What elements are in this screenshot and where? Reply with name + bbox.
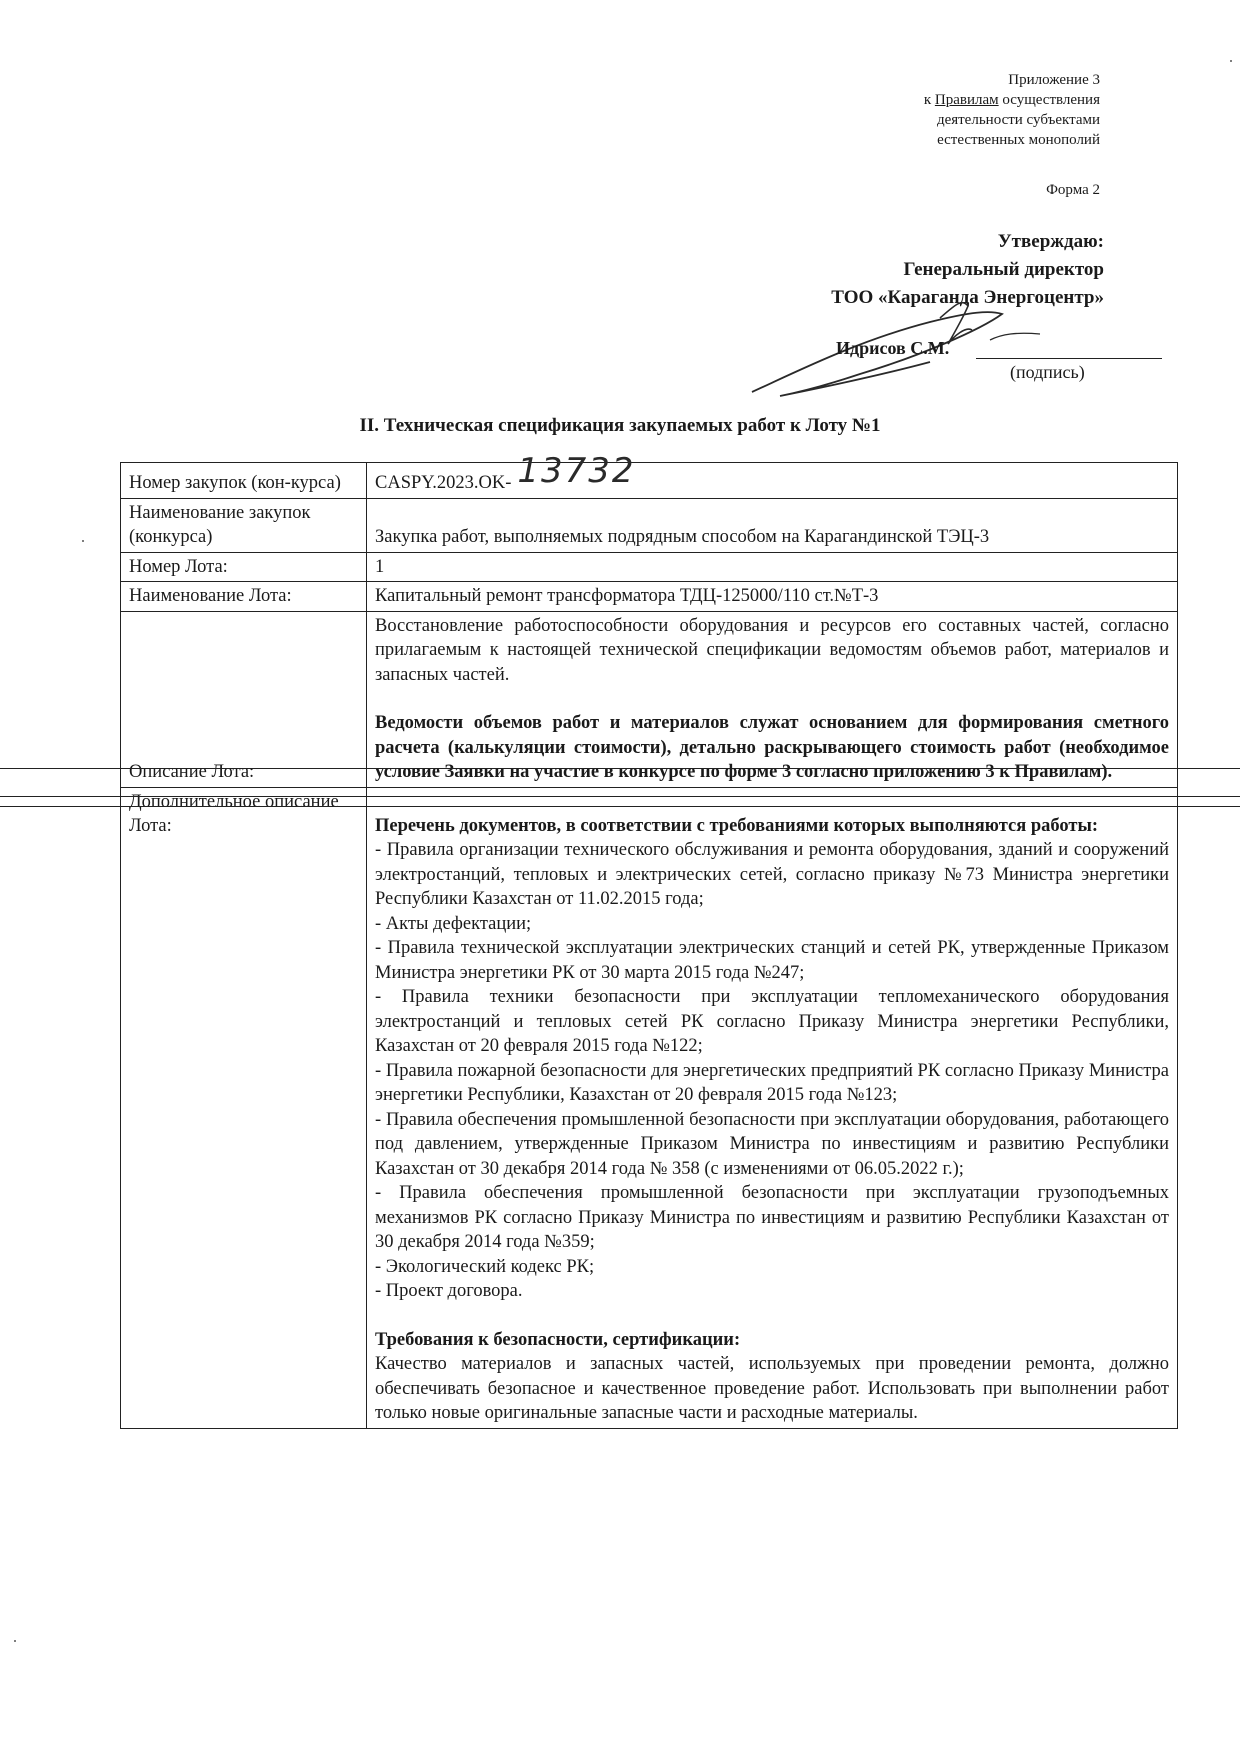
approval-position: Генеральный директор: [903, 259, 1104, 280]
document-item: - Правила обеспечения промышленной безопасности при эксплуатации грузоподъемных механизмов РК согласно Приказу Министра по инвестициям и развитию Республики Казахстан от 30 декабря 2014 года №359;: [375, 1183, 1169, 1252]
signature-caption: (подпись): [1010, 362, 1085, 382]
safety-text: Качество материалов и запасных частей, используемых при проведении ремонта, должно обеспечивать безопасное и качественное проведение работ. Использовать при выполнении работ только новые оригинальные запасные части и расходные материалы.: [375, 1354, 1169, 1423]
form-label: Форма 2: [1046, 182, 1100, 198]
appendix-line-2-prefix: к: [923, 92, 935, 108]
approval-company: ТОО «Караганда Энергоцентр»: [831, 287, 1104, 308]
scan-artifact-dot: [1230, 60, 1232, 62]
table-row: [121, 552, 1178, 582]
scan-artifact-dot: [14, 1640, 16, 1642]
lot-name-value: Капитальный ремонт трансформатора ТДЦ-125000/110 ст.№Т-3: [367, 582, 1178, 612]
rules-link[interactable]: Правилам: [934, 92, 999, 108]
additional-description-value: [367, 787, 1178, 1428]
scan-artifact-line: [0, 768, 1240, 769]
additional-description-label: Дополнительное описание Лота:: [121, 787, 367, 1428]
signature-line: [976, 358, 1162, 359]
scan-artifact-line: [0, 796, 1240, 797]
procurement-name-value: Закупка работ, выполняемых подрядным способом на Карагандинской ТЭЦ-3: [367, 498, 1178, 552]
scan-artifact-line: [0, 806, 1240, 807]
document-item: - Экологический кодекс РК;: [375, 1256, 595, 1277]
procurement-number-value: [367, 451, 1178, 499]
lot-name-label: Наименование Лота:: [121, 582, 367, 612]
table-row: [121, 582, 1178, 612]
table-row: [121, 611, 1178, 787]
approval-heading: Утверждаю:: [997, 231, 1104, 252]
procurement-number-prefix: CASPY.2023.OK-: [375, 473, 512, 493]
document-title: II. Техническая спецификация закупаемых работ к Лоту №1: [359, 415, 881, 436]
specification-table: [120, 451, 1178, 1429]
document-item: - Правила техники безопасности при эксплуатации тепломеханического оборудования электростанций и тепловых сетей РК согласно Приказу Министра энергетики Республики, Казахстан от 20 февраля 2015 года №122;: [375, 987, 1169, 1056]
documents-heading: Перечень документов, в соответствии с требованиями которых выполняются работы:: [375, 815, 1099, 836]
table-row: [121, 463, 1178, 499]
document-item: - Акты дефектации;: [375, 913, 532, 934]
document-item: - Правила организации технического обслуживания и ремонта оборудования, зданий и сооружений электростанций, тепловых и электрических сетей, согласно приказу №73 Министра энергетики Республики Казахстан от 11.02.2015 года;: [375, 840, 1169, 909]
description-paragraph-1: Восстановление работоспособности оборудования и ресурсов его составных частей, согласно прилагаемым к настоящей технической спецификации ведомостям объемов работ, материалов и запасных частей.: [375, 615, 1169, 685]
document-item: - Правила технической эксплуатации электрических станций и сетей РК, утвержденные Приказом Министра энергетики РК от 30 марта 2015 года №247;: [375, 938, 1169, 983]
handwritten-number: 13732: [517, 451, 636, 491]
lot-number-label: Номер Лота:: [121, 552, 367, 582]
appendix-line-4: естественных монополий: [937, 132, 1100, 148]
safety-heading: Требования к безопасности, сертификации:: [375, 1329, 741, 1350]
lot-number-value: 1: [367, 552, 1178, 582]
appendix-line-1: Приложение 3: [1008, 72, 1100, 88]
scan-artifact-dot: [82, 540, 84, 542]
appendix-line-2: [924, 90, 1100, 110]
lot-description-value: [367, 611, 1178, 787]
table-row: [121, 498, 1178, 552]
lot-description-label: Описание Лота:: [121, 611, 367, 787]
document-item: - Проект договора.: [375, 1281, 523, 1301]
appendix-line-2-suffix: осуществления: [998, 92, 1100, 108]
procurement-number-label: Номер закупок (кон-курса): [121, 463, 367, 499]
appendix-header: [924, 70, 1100, 150]
description-paragraph-2: Ведомости объемов работ и материалов служат основанием для формирования сметного расчета (калькуляции стоимости), детально раскрывающего стоимость работ (необходимое условие Заявки на участие в конкурсе по форме 3 согласно приложению 3 к Правилам).: [375, 713, 1169, 782]
document-item: - Правила пожарной безопасности для энергетических предприятий РК согласно Приказу Министра энергетики Республики, Казахстан от 20 февраля 2015 года №123;: [375, 1060, 1169, 1105]
appendix-line-3: деятельности субъектами: [936, 112, 1100, 128]
signer-name: Идрисов С.М.: [836, 338, 950, 358]
document-item: - Правила обеспечения промышленной безопасности при эксплуатации оборудования, работающего под давлением, утвержденные Приказом Министра по инвестициям и развитию Республики Казахстан от 30 декабря 2014 года № 358 (с изменениями от 06.05.2022 г.);: [375, 1109, 1169, 1179]
table-row: [121, 787, 1178, 1428]
procurement-name-label: Наименование закупок (конкурса): [121, 498, 367, 552]
